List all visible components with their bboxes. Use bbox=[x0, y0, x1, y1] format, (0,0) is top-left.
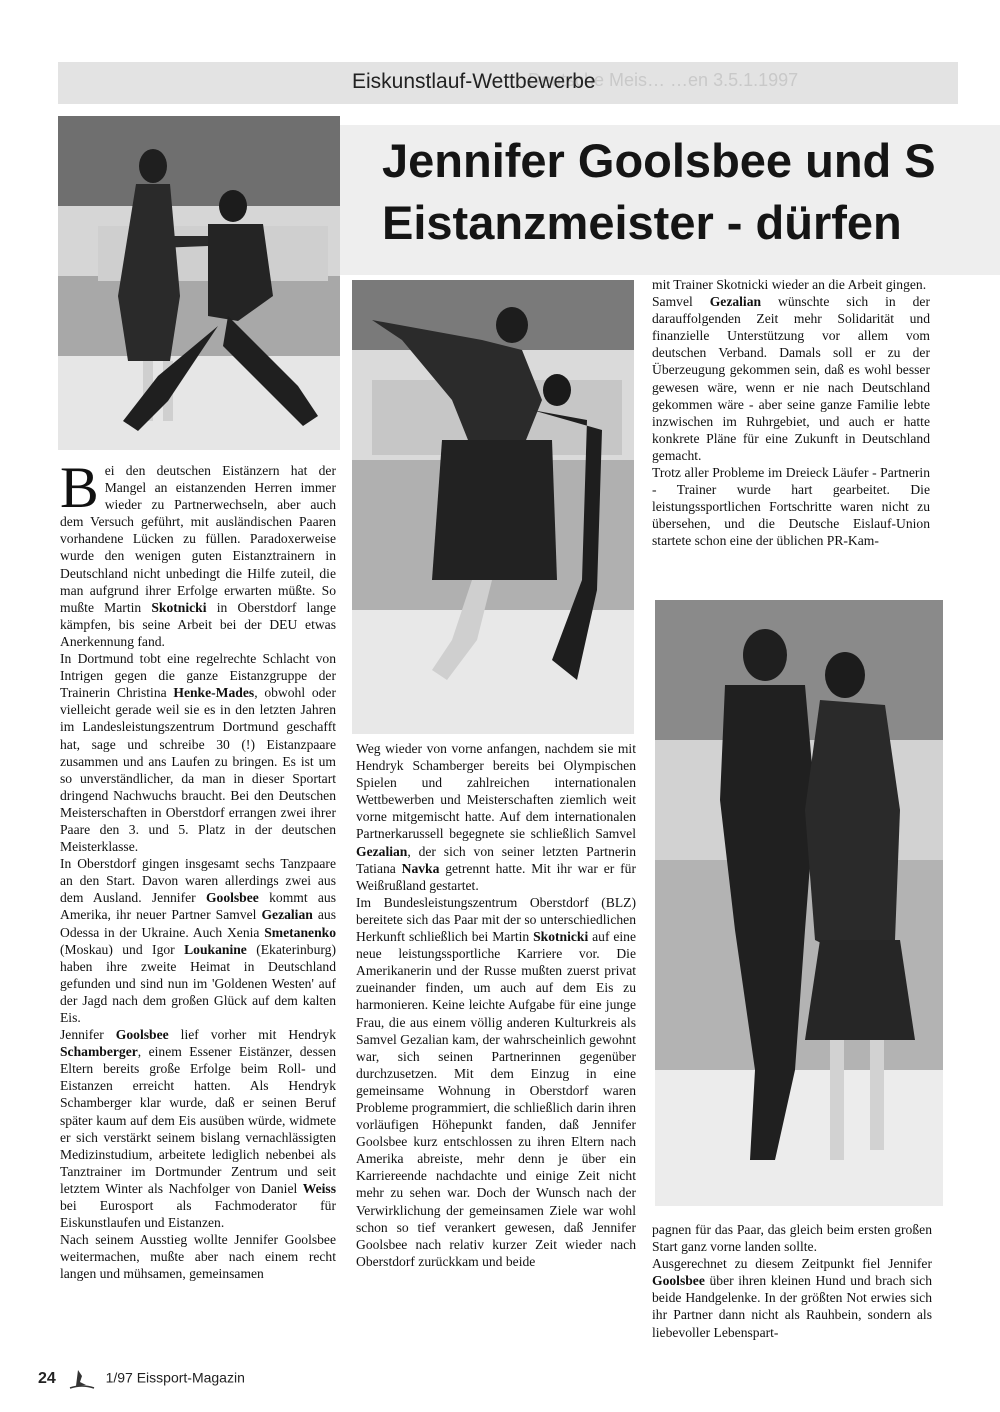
name-highlight: Gezalian bbox=[356, 843, 408, 859]
name-highlight: Goolsbee bbox=[205, 890, 259, 906]
name-highlight: Gezalian bbox=[261, 907, 313, 923]
name-highlight: Goolsbee bbox=[115, 1027, 169, 1043]
name-highlight: Gezalian bbox=[709, 294, 762, 310]
paragraph bbox=[60, 855, 336, 1026]
text-run: bei Eurosport als Fachmoderator für Eiskunstlaufen und Eistanzen. bbox=[60, 1198, 336, 1231]
paragraph: pagnen für das Paar, das gleich beim ersten großen Start ganz vorne landen sollte. bbox=[652, 1222, 932, 1255]
text-run: (Moskau) und Igor bbox=[60, 941, 185, 957]
photo-skaters-1-image bbox=[58, 116, 340, 450]
paragraph bbox=[356, 740, 636, 894]
name-highlight: Navka bbox=[401, 860, 440, 876]
text-run: kommt aus Amerika, ihr neuer Partner Samvel bbox=[60, 890, 336, 923]
name-highlight: Henke-Mades bbox=[173, 685, 255, 701]
drop-cap: B bbox=[60, 462, 99, 520]
text-run: aus Odessa in der Ukraine. Auch Xenia bbox=[60, 907, 336, 940]
text-run: über ihren kleinen Hund und brach sich beide Handgelenke. In der größten Not erwies sich ihr Partner dann nicht als Rauhbein, sondern als liebevoller Lebenspart- bbox=[652, 1273, 932, 1340]
name-highlight: Skotnicki bbox=[151, 599, 207, 615]
text-run: Ausgerechnet zu diesem Zeitpunkt fiel Jennifer bbox=[652, 1256, 932, 1272]
issue-label: 1/97 Eissport-Magazin bbox=[105, 1369, 245, 1386]
text-run: wünschte sich in der darauffolgenden Zeit mehr Solidarität und finanzielle Unterstützung vor allem vom deutschen Verband. Damals soll er zu der Überzeugung gekommen sein, daß es wohl besser gewesen wäre, wenn er nie nach Deutschland gekommen wäre - aber seine ganze Familie lebte inzwischen im Ruhrgebiet, und auch er hatte konkrete Pläne für eine Zukunft in Deutschland gemacht. bbox=[652, 294, 930, 463]
article-column-1 bbox=[60, 462, 336, 1360]
show-through-text: Deutsche Meis… …en 3.5.1.1997 bbox=[528, 70, 799, 90]
text-run: Im Bundesleistungszentrum Oberstdorf (BLZ) bereitete sich das Paar mit der so unterschiedlichen Herkunft schließlich bei Martin bbox=[356, 894, 636, 945]
headline-line-2: Eistanzmeister - dürfen bbox=[382, 196, 902, 249]
skater-logo-icon bbox=[68, 1368, 96, 1390]
page-footer bbox=[38, 1368, 245, 1390]
name-highlight: Schamberger bbox=[60, 1044, 138, 1060]
paragraph bbox=[60, 650, 336, 855]
article-column-3-bottom bbox=[652, 1221, 932, 1361]
headline-line-1: Jennifer Goolsbee und S bbox=[382, 134, 936, 187]
text-run: Samvel bbox=[652, 294, 710, 310]
paragraph: Nach seinem Ausstieg wollte Jennifer Goolsbee weitermachen, mußte aber nach einem recht langen und mühsamen, gemeinsamen bbox=[60, 1232, 336, 1282]
paragraph bbox=[60, 462, 336, 650]
paragraph: Trotz aller Probleme im Dreieck Läufer - Partnerin - Trainer wurde hart gearbeitet. Die leistungssportlichen Fortschritte waren nicht zu übersehen, und die Deutsche Eislauf-Union startete schon eine der üblichen PR-Kam- bbox=[652, 465, 930, 549]
photo-skaters-2-image bbox=[352, 280, 634, 734]
paragraph bbox=[60, 1026, 336, 1231]
text-run: , der sich von seiner letzten Partnerin Tatiana bbox=[356, 843, 636, 876]
text-run: ei den deutschen Eistänzern hat der Mangel an eistanzenden Herren immer wieder zu Partnerwechseln, aber auch dem Versuch geführt, mit ausländischen Paaren vorhandene Lücken zu füllen. Paradoxerweise wurde den wenigen guten Eistanztrainern in Deutschland nicht unbedingt die Hilfe zuteil, die man aufgrund ihrer Erfolge erwarten müßte. So mußte Martin bbox=[60, 463, 336, 615]
paragraph bbox=[652, 293, 930, 464]
paragraph bbox=[356, 894, 636, 1270]
text-run: , einem Essener Eistänzer, dessen Eltern bereits große Erfolge beim Roll- und Eistanzen erreicht hatten. Als Hendryk Schamberger klar wurde, daß er seinen Beruf später kaum auf dem Eis ausüben würde, widmete er sich verstärkt seinem bislang vernachlässigten Medizinstudium, arbeitete lediglich nebenbei als Tanztrainer im Dortmunder Zentrum und seit letztem Winter als Nachfolger von Daniel bbox=[60, 1044, 336, 1196]
paragraph: mit Trainer Skotnicki wieder an die Arbeit gingen. bbox=[652, 277, 927, 292]
name-highlight: Weiss bbox=[302, 1180, 336, 1196]
article-column-3-top bbox=[652, 276, 930, 594]
page-number: 24 bbox=[38, 1369, 56, 1387]
text-run: lief vorher mit Hendryk bbox=[168, 1027, 336, 1043]
text-run: getrennt hatte. Mit ihr war er für Weißrußland gestartet. bbox=[356, 860, 636, 893]
text-run: In Oberstdorf gingen insgesamt sechs Tanzpaare an den Start. Davon waren allerdings zwei aus dem Ausland. Jennifer bbox=[60, 856, 336, 906]
text-run: Jennifer bbox=[60, 1027, 116, 1043]
name-highlight: Loukanine bbox=[184, 941, 247, 957]
photo-skaters-3-image bbox=[655, 600, 943, 1206]
text-run: In Dortmund tobt eine regelrechte Schlacht von Intrigen gegen die ganze Eistanzgruppe der Trainerin Christina bbox=[60, 651, 336, 701]
paragraph bbox=[652, 1255, 932, 1340]
name-highlight: Skotnicki bbox=[533, 929, 589, 945]
text-run: in Oberstdorf lange kämpfen, bis seine Arbeit bei der DEU etwas Anerkennung fand. bbox=[60, 599, 336, 649]
name-highlight: Smetanenko bbox=[264, 924, 336, 940]
text-run: auf eine neue leistungssportliche Karriere vor. Die Amerikanerin und der Russe mußten zuerst privat zueinander finden, um auch auf dem Eis zu harmonieren. Keine leichte Aufgabe für eine junge Frau, die aus einem völlig anderen Kulturkreis als Samvel Gezalian kam, der wahrscheinlich gewohnt war, sich seinen Partnerinnen gegenüber durchzusetzen. Mit dem Einzug in eine gemeinsame Wohnung in Oberstdorf waren Probleme programmiert, die schließlich darin ihren vorläufigen Höhepunkt fanden, daß Jennifer Goolsbee kurz entschlossen zu ihren Eltern nach Amerika abreiste, mehr denn je über ein Karriereende nachdachte und einige Zeit nicht mehr zu sehen war. Doch der Wunsch nach der Verwirklichung der gemeinsamen Ziele war wohl schon so tief verankert gewesen, daß Jennifer Goolsbee nach relativ kurzer Zeit wieder nach Oberstdorf zurückkam und beide bbox=[356, 929, 636, 1269]
photo-skaters-2 bbox=[352, 280, 634, 734]
section-title: Eiskunstlauf-Wettbewerbe bbox=[352, 70, 596, 93]
photo-skaters-1 bbox=[58, 116, 340, 450]
name-highlight: Goolsbee bbox=[652, 1273, 705, 1289]
photo-skaters-3 bbox=[655, 600, 943, 1206]
text-run: , obwohl oder vielleicht gerade weil sie es in den letzten Jahren im Landesleistungszentrum Dortmund geschafft hat, sage und schreibe 30 (!) Eistanzpaare zusammen und ans Laufen zu bringen. Es ist um so unverständlicher, da man in dieser Sportart dringend Nachwuchs braucht. Bei den Deutschen Meisterschaften in Oberstdorf errangen zwei ihrer Paare den 3. und 5. Platz in der deutschen Meisterklasse. bbox=[60, 685, 336, 855]
text-run: Weg wieder von vorne anfangen, nachdem sie mit Hendryk Schamberger bereits bei Olympischen Spielen und zahlreichen internationalen Wettbewerben und Meisterschaften ziemlich weit vorne mitgemischt hatte. Auf dem internationalen Partnerkarussell begegnete sie schließlich Samvel bbox=[356, 741, 636, 842]
article-column-2 bbox=[356, 740, 636, 1360]
text-run: (Ekaterinburg) haben ihre zweite Heimat in Deutschland gefunden und sind nun im 'Goldenen Westen' auf der Jagd nach dem großen Glück auf dem kalten Eis. bbox=[60, 941, 336, 1025]
article-headline bbox=[382, 130, 936, 254]
